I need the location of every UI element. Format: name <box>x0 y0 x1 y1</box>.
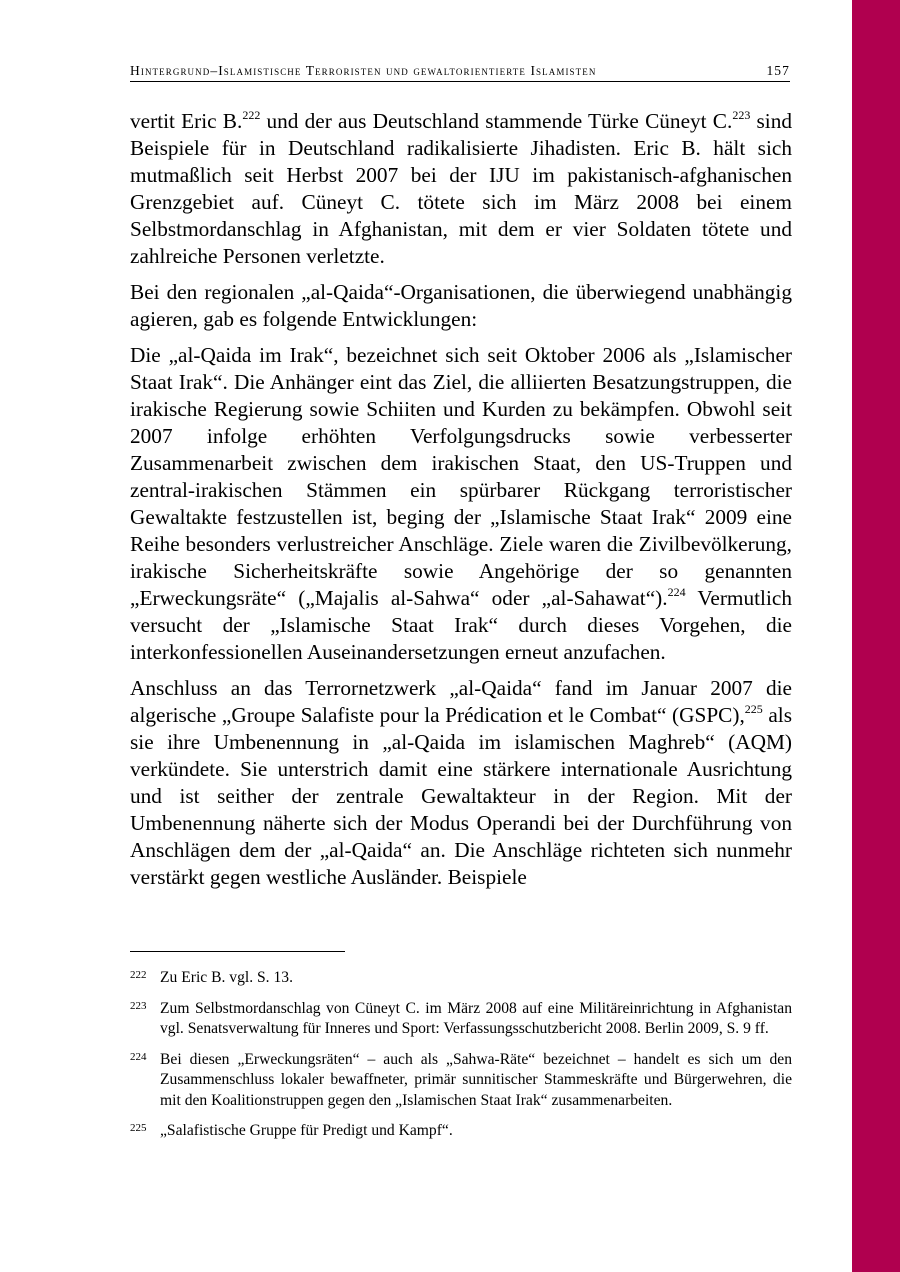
footnote-ref-223[interactable]: 223 <box>732 108 751 122</box>
paragraph: Anschluss an das Terrornetzwerk „al-Qaida“ fand im Januar 2007 die algerische „Groupe Salafiste pour la Prédication et le Combat“ (GSPC),$^{225}$ als sie ihre Umbenennung in „al-Qaida im islamischen Maghreb“ (AQM) verkündete. Sie unterstrich damit eine stärkere internationale Ausrichtung und ist seither der zentrale Gewaltakteur in der Region. Mit der Umbenennung näherte sich der Modus Operandi bei der Durchführung von Anschlägen dem der „al-Qaida“ an. Die Anschläge richteten sich nunmehr verstärkt gegen westliche Ausländer. Beispiele <box>130 676 793 889</box>
side-color-bar <box>852 0 900 1272</box>
footnote-number: 225 <box>130 1122 147 1134</box>
footnote-text: Zu Eric B. vgl. S. 13. <box>160 969 293 986</box>
footnote <box>130 1050 792 1112</box>
footnote-number: 222 <box>130 969 147 981</box>
footnote-ref-225[interactable]: 225 <box>744 702 763 716</box>
page-number: 157 <box>766 63 790 78</box>
footnote <box>130 1121 792 1142</box>
paragraph: vertit Eric B.$^{222}$ und der aus Deutschland stammende Türke Cüneyt C.$^{223}$ sind Beispiele für in Deutschland radikalisierte Jihadisten. Eric B. hält sich mutmaßlich seit Herbst 2007 bei der IJU im pakistanisch-afghanischen Grenzgebiet auf. Cüneyt C. tötete sich im März 2008 bei einem Selbstmordanschlag in Afghanistan, mit dem er vier Soldaten tötete und zahlreiche Personen verletzte. <box>130 108 793 268</box>
footnote-text: „Salafistische Gruppe für Predigt und Kampf“. <box>160 1122 453 1139</box>
footnote <box>130 999 792 1040</box>
footnote-number: 224 <box>130 1050 147 1063</box>
footnote-number: 223 <box>130 999 147 1012</box>
footnote-text: Bei diesen „Erweckungsräten“ – auch als „Sahwa-Räte“ bezeichnet – handelt es sich um den Zusammenschluss lokaler bewaffneter, primär sunnitischer Stammeskräfte und Bürgerwehren, die mit den Koalitionstruppen gegen den „Islamischen Staat Irak“ zusammenarbeiten. <box>160 1050 792 1109</box>
footnote-divider <box>130 951 345 952</box>
running-header <box>130 63 790 82</box>
footnotes <box>130 968 792 1152</box>
paragraph: Bei den regionalen „al-Qaida“-Organisationen, die überwiegend unabhängig agieren, gab es folgende Entwicklungen: <box>130 280 792 331</box>
footnote-text: Zum Selbstmordanschlag von Cüneyt C. im März 2008 auf eine Militäreinrichtung in Afghanistan vgl. Senatsverwaltung für Inneres und Sport: Verfassungsschutzbericht 2008. Berlin 2009, S. 9 ff. <box>160 999 792 1037</box>
footnote-ref-222[interactable]: 222 <box>242 108 261 122</box>
main-text <box>130 108 792 900</box>
running-header-title: Hintergrund–Islamistische Terroristen und gewaltorientierte Islamisten <box>130 63 597 78</box>
footnote <box>130 968 792 989</box>
footnote-ref-224[interactable]: 224 <box>667 585 686 599</box>
paragraph: Die „al-Qaida im Irak“, bezeichnet sich seit Oktober 2006 als „Islamischer Staat Irak“. Die Anhänger eint das Ziel, die alliierten Besatzungstruppen, die irakische Regierung sowie Schiiten und Kurden zu bekämpfen. Obwohl seit 2007 infolge erhöhten Verfolgungsdrucks sowie verbesserter Zusammenarbeit zwischen dem irakischen Staat, den US-Truppen und zentral-irakischen Stämmen ein spürbarer Rückgang terroristischer Gewaltakte festzustellen ist, beging der „Islamische Staat Irak“ 2009 eine Reihe besonders verlustreicher Anschläge. Ziele waren die Zivilbevölkerung, irakische Sicherheitskräfte sowie Angehörige der so genannten „Erweckungsräte“ („Majalis al-Sahwa“ oder „al-Sahawat“).$^{224}$ Vermutlich versucht der „Islamische Staat Irak“ durch dieses Vorgehen, die interkonfessionellen Auseinandersetzungen erneut anzufachen. <box>130 343 792 664</box>
